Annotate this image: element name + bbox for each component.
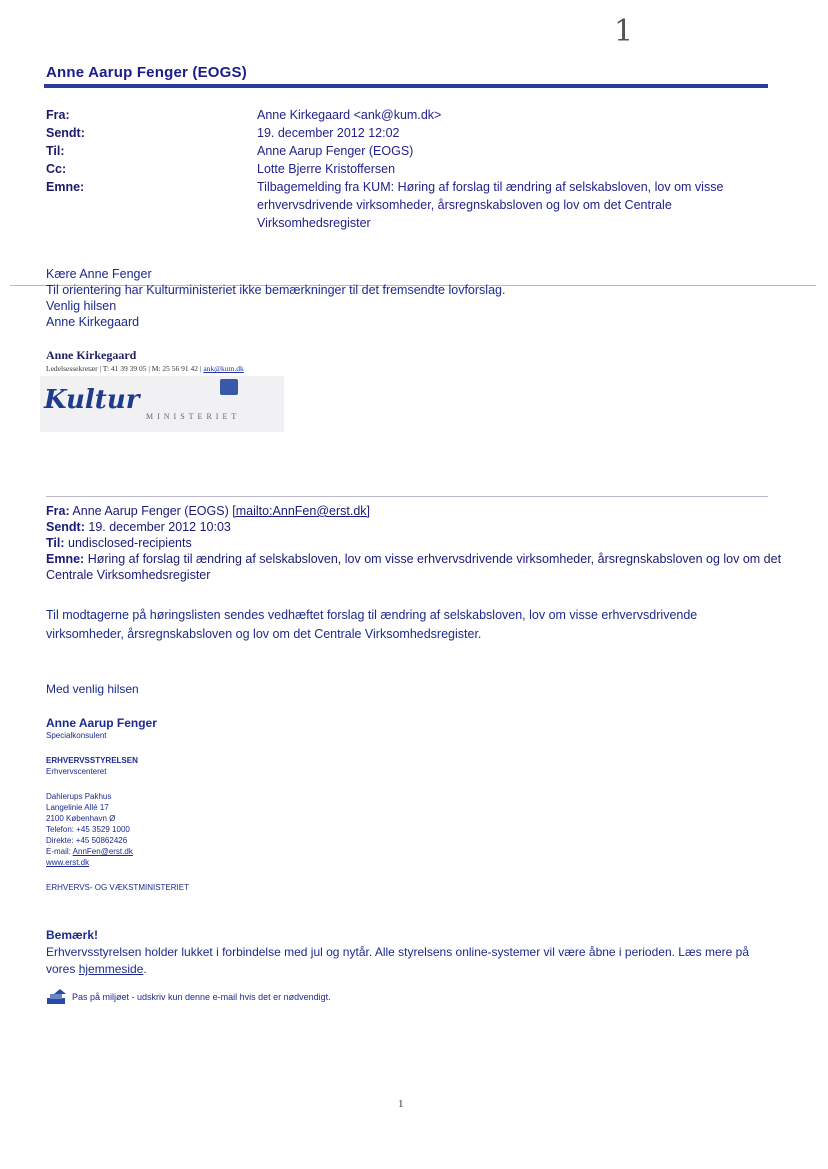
salutation: Kære Anne Fenger [46,267,152,281]
fwd-subject [46,551,786,583]
environment-text: Pas på miljøet - udskriv kun denne e-mail hvis det er nødvendigt. [72,992,331,1002]
environment-note [46,988,331,1006]
fwd-to-label: Til: [46,536,65,550]
signature2-address3: 2100 København Ø [46,814,116,823]
email-meta [46,106,786,232]
signature-contact [46,364,244,373]
meta-label: Emne: [46,180,85,194]
reply-name: Anne Kirkegaard [46,315,140,329]
meta-label: Sendt: [46,126,85,140]
print-tree-icon [46,988,68,1006]
signature2-address2: Langelinie Allé 17 [46,803,109,812]
page-number: 1 [398,1098,404,1110]
fwd-subject-label: Emne: [46,552,85,566]
handwritten-page-number: 1 [614,14,634,49]
meta-to [46,142,786,160]
fwd-from-value: Anne Aarup Fenger (EOGS) [72,504,229,518]
web-link[interactable]: www.erst.dk [46,858,90,867]
signature2-name: Anne Aarup Fenger [46,716,157,730]
meta-from [46,106,786,124]
notice-end: . [143,962,147,976]
sender-header: Anne Aarup Fenger (EOGS) [46,64,247,81]
meta-value: 19. december 2012 12:02 [257,126,400,140]
crown-icon [220,379,238,395]
body-paragraph: Til modtagerne på høringslisten sendes vedhæftet forslag til ændring af selskabsloven, lov om visse erhvervsdrivende virksomheder, årsregnskabsloven og lov om det Centrale Virksomhedsregister. [46,608,698,641]
fwd-sent [46,519,786,535]
meta-value: Anne Kirkegaard <ank@kum.dk> [257,108,442,122]
signature2-web [46,857,189,868]
fwd-to-value: undisclosed-recipients [68,536,192,550]
signature-contact-text: Ledelsessekretær | T: 41 39 39 05 | M: 25 56 91 42 | [46,364,204,373]
fwd-from-label: Fra: [46,504,70,518]
reply-body [46,266,505,330]
signature2-ministry: ERHVERVS- OG VÆKSTMINISTERIET [46,883,189,892]
meta-value: Anne Aarup Fenger (EOGS) [257,144,414,158]
signature2-direct: Direkte: +45 50862426 [46,836,128,845]
fwd-sent-value: 19. december 2012 10:03 [88,520,231,534]
logo-wordmark: Kultur [44,385,140,414]
signature2-title: Specialkonsulent [46,731,107,740]
kulturministeriet-logo [40,376,284,432]
meta-label: Til: [46,144,65,158]
fwd-subject-value: Høring af forslag til ændring af selskabsloven, lov om visse erhvervsdrivende virksomheder, årsregnskabsloven og lov om det Centrale Virksomhedsregister [46,552,782,582]
meta-value: Tilbagemelding fra KUM: Høring af forslag til ændring af selskabsloven, lov om visse erhvervsdrivende virksomheder, årsregnskabsloven og lov om det Centrale Virksomhedsregister [257,180,724,230]
meta-value: Lotte Bjerre Kristoffersen [257,162,396,176]
closing: Venlig hilsen [46,299,117,313]
header-rule [44,84,768,88]
greeting: Med venlig hilsen [46,682,139,696]
fwd-from [46,503,786,519]
signature-name: Anne Kirkegaard [46,348,137,362]
homepage-link[interactable]: hjemmeside [78,962,144,976]
meta-cc [46,160,786,178]
email-link[interactable]: AnnFen@erst.dk [72,847,133,856]
signature-kum [46,348,244,373]
reply-line: Til orientering har Kulturministeriet ikke bemærkninger til det fremsendte lovforslag. [46,283,506,297]
signature2-dept: Erhvervscenteret [46,767,107,776]
signature2-phone: Telefon: +45 3529 1000 [46,825,130,834]
logo-subtitle: MINISTERIET [146,412,241,421]
meta-label: Cc: [46,162,67,176]
notice-title: Bemærk! [46,928,99,942]
notice-body: Erhvervsstyrelsen holder lukket i forbindelse med jul og nytår. Alle styrelsens online-systemer vil være åbne i perioden. Læs mere på vores [46,945,749,976]
kultur-logo-svg [40,384,220,414]
signature2-email [46,846,189,857]
fwd-to [46,535,786,551]
forwarded-header [46,503,786,583]
meta-sent [46,124,786,142]
signature2-org: ERHVERVSSTYRELSEN [46,756,138,765]
divider [46,496,768,497]
meta-label: Fra: [46,108,70,122]
mailto-link[interactable]: [mailto:AnnFen@erst.dk] [232,504,370,518]
signature2-address1: Dahlerups Pakhus [46,792,112,801]
meta-subject [46,178,786,232]
signature-email-link[interactable]: ank@kum.dk [203,364,244,373]
notice-text [46,944,766,978]
fwd-sent-label: Sendt: [46,520,85,534]
signature-erst [46,716,189,893]
notice [46,927,766,978]
email-label: E-mail: [46,847,73,856]
